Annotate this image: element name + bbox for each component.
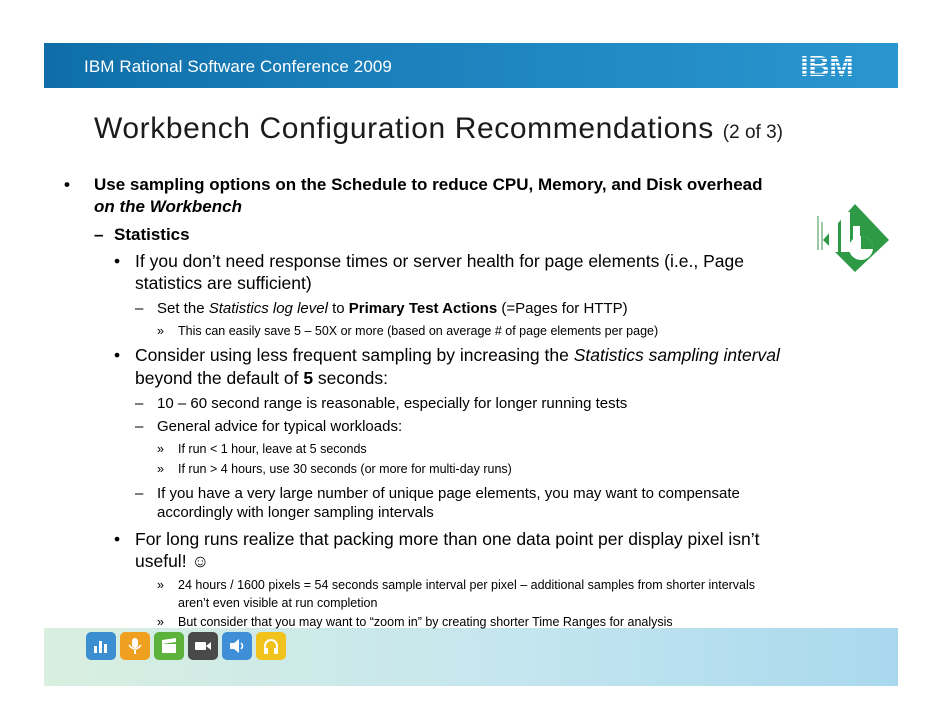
bullet-marker: • xyxy=(114,251,121,271)
text: to xyxy=(327,300,349,317)
microphone-icon xyxy=(120,632,150,660)
conference-title: IBM Rational Software Conference 2009 xyxy=(84,57,392,76)
unique-elements-line2: accordingly with longer sampling intervals xyxy=(157,504,434,521)
bold-text: Primary Test Actions xyxy=(348,300,498,317)
general-advice-item: General advice for typical workloads: xyxy=(157,418,403,435)
chevron-marker: » xyxy=(157,615,164,629)
dash-marker: – xyxy=(135,395,144,412)
headphones-icon xyxy=(256,632,286,660)
italic-text: Statistics sampling interval xyxy=(573,345,780,365)
bullet-marker: • xyxy=(64,175,70,194)
text: seconds: xyxy=(313,368,388,388)
save-note: This can easily save 5 – 50X or more (based on average # of page elements per page) xyxy=(178,324,659,338)
text: beyond the default of xyxy=(135,368,304,388)
page-elements-line2: statistics are sufficient) xyxy=(135,273,312,293)
footer-band xyxy=(44,628,898,686)
speaker-icon xyxy=(222,632,252,660)
text: (=Pages for HTTP) xyxy=(497,300,628,317)
svg-text:IBM: IBM xyxy=(800,51,854,79)
bullet-marker: • xyxy=(114,345,121,365)
sampling-interval-line2 xyxy=(135,368,388,389)
run-short-item: If run < 1 hour, leave at 5 seconds xyxy=(178,442,367,456)
long-runs-line2: useful! ☺ xyxy=(135,551,210,571)
chevron-marker: » xyxy=(157,324,164,338)
italic-text: Statistics log level xyxy=(208,300,328,317)
bullet-marker: • xyxy=(114,529,121,549)
unique-elements-line1: If you have a very large number of unique page elements, you may want to compensate xyxy=(157,485,740,502)
bold-text: 5 xyxy=(303,368,314,388)
chevron-marker: » xyxy=(157,578,164,592)
video-camera-icon xyxy=(188,632,218,660)
zoom-note: But consider that you may want to “zoom in” by creating shorter Time Ranges for analysis xyxy=(178,615,673,629)
hours-pixels-line1: 24 hours / 1600 pixels = 54 seconds sample interval per pixel – additional samples from shorter intervals xyxy=(178,578,756,592)
page-elements-line1: If you don’t need response times or server health for page elements (i.e., Page xyxy=(135,251,744,271)
dash-marker: – xyxy=(94,225,104,244)
dash-marker: – xyxy=(135,418,144,435)
range-item: 10 – 60 second range is reasonable, especially for longer running tests xyxy=(157,395,628,412)
text: Set the xyxy=(157,300,209,317)
title-suffix: (2 of 3) xyxy=(722,122,783,143)
hours-pixels-line2: aren’t even visible at run completion xyxy=(178,596,378,610)
text: Consider using less frequent sampling by increasing the xyxy=(135,345,574,365)
bullet-sampling-line2: on the Workbench xyxy=(94,197,242,216)
long-runs-line1: For long runs realize that packing more than one data point per display pixel isn’t xyxy=(135,529,760,549)
dash-marker: – xyxy=(135,300,144,317)
statistics-heading: Statistics xyxy=(114,225,190,244)
clapperboard-icon xyxy=(154,632,184,660)
title-main: Workbench Configuration Recommendations xyxy=(94,112,714,145)
dash-marker: – xyxy=(135,485,144,502)
bar-chart-icon xyxy=(86,632,116,660)
sampling-interval-line1 xyxy=(135,345,780,366)
log-level-item xyxy=(157,300,628,317)
chevron-marker: » xyxy=(157,462,164,476)
chevron-marker: » xyxy=(157,442,164,456)
run-long-item: If run > 4 hours, use 30 seconds (or more for multi-day runs) xyxy=(178,462,512,476)
bullet-sampling-line1: Use sampling options on the Schedule to reduce CPU, Memory, and Disk overhead xyxy=(94,175,763,194)
